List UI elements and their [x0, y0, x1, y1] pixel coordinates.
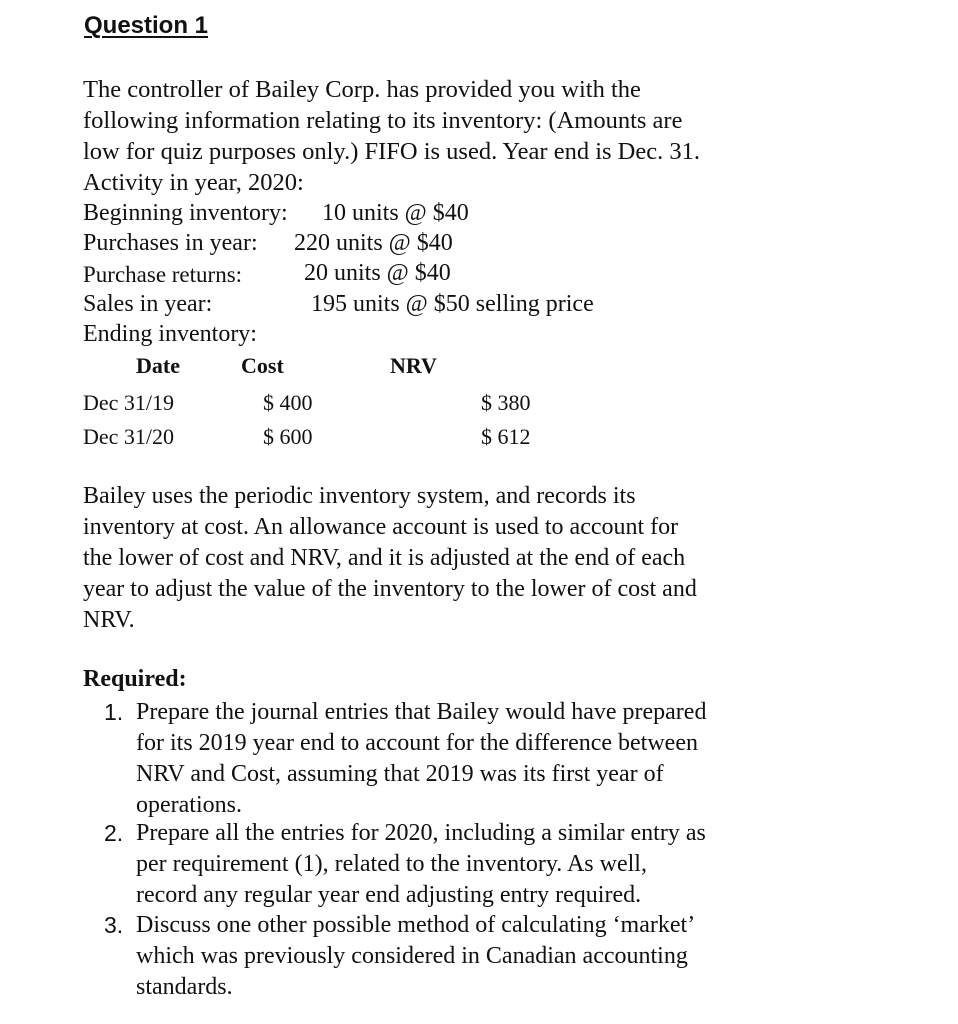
table-cell-cost: $ 600 — [263, 424, 313, 449]
required-item-text — [136, 910, 796, 1003]
table-header-nrv: NRV — [390, 353, 437, 378]
ending-inventory-label: Ending inventory: — [83, 321, 257, 347]
required-title: Required: — [83, 666, 187, 692]
table-cell-nrv: $ 612 — [481, 424, 531, 449]
sales-value: 195 units @ $50 selling price — [311, 291, 594, 317]
paragraph-line: the lower of cost and NRV, and it is adjusted at the end of each — [83, 545, 686, 571]
table-cell-nrv: $ 380 — [481, 390, 531, 415]
required-line: standards. — [136, 974, 233, 1000]
paragraph-line: inventory at cost. An allowance account is used to account for — [83, 514, 679, 540]
beginning-inventory-label: Beginning inventory: — [83, 200, 288, 226]
description-paragraph — [83, 481, 697, 636]
intro-line: low for quiz purposes only.) FIFO is used. Year end is Dec. 31. — [83, 138, 700, 165]
required-line: Prepare all the entries for 2020, including a similar entry as — [136, 820, 706, 846]
required-item-text — [136, 818, 796, 911]
purchases-label: Purchases in year: — [83, 230, 258, 256]
question-heading: Question 1 — [84, 12, 209, 39]
purchase-returns-label: Purchase returns: — [83, 262, 243, 287]
paragraph-line: Bailey uses the periodic inventory system, and records its — [83, 483, 636, 509]
required-line: record any regular year end adjusting entry required. — [136, 882, 642, 908]
intro-line: The controller of Bailey Corp. has provided you with the — [83, 76, 641, 103]
paragraph-line: year to adjust the value of the inventory to the lower of cost and — [83, 576, 697, 602]
sales-label: Sales in year: — [83, 291, 213, 317]
required-line: Discuss one other possible method of calculating ‘market’ — [136, 912, 696, 938]
required-item-number: 2. — [104, 820, 124, 846]
required-item-text — [136, 697, 796, 821]
intro-text — [83, 74, 803, 198]
required-line: NRV and Cost, assuming that 2019 was its first year of — [136, 761, 664, 787]
intro-line: Activity in year, 2020: — [83, 169, 304, 196]
table-cell-date: Dec 31/20 — [83, 424, 175, 449]
required-item-number: 3. — [104, 912, 124, 938]
required-item-number: 1. — [104, 699, 124, 725]
required-line: Prepare the journal entries that Bailey would have prepared — [136, 699, 707, 725]
intro-line: following information relating to its inventory: (Amounts are — [83, 107, 683, 134]
table-cell-date: Dec 31/19 — [83, 390, 175, 415]
required-line: operations. — [136, 792, 242, 818]
table-header-date: Date — [136, 353, 180, 378]
purchase-returns-value: 20 units @ $40 — [304, 260, 451, 286]
table-cell-cost: $ 400 — [263, 390, 313, 415]
table-header-cost: Cost — [241, 353, 284, 378]
beginning-inventory-value: 10 units @ $40 — [322, 200, 469, 226]
paragraph-line: NRV. — [83, 607, 135, 633]
required-line: which was previously considered in Canadian accounting — [136, 943, 688, 969]
required-line: per requirement (1), related to the inventory. As well, — [136, 851, 647, 877]
purchases-value: 220 units @ $40 — [294, 230, 453, 256]
required-line: for its 2019 year end to account for the difference between — [136, 730, 698, 756]
